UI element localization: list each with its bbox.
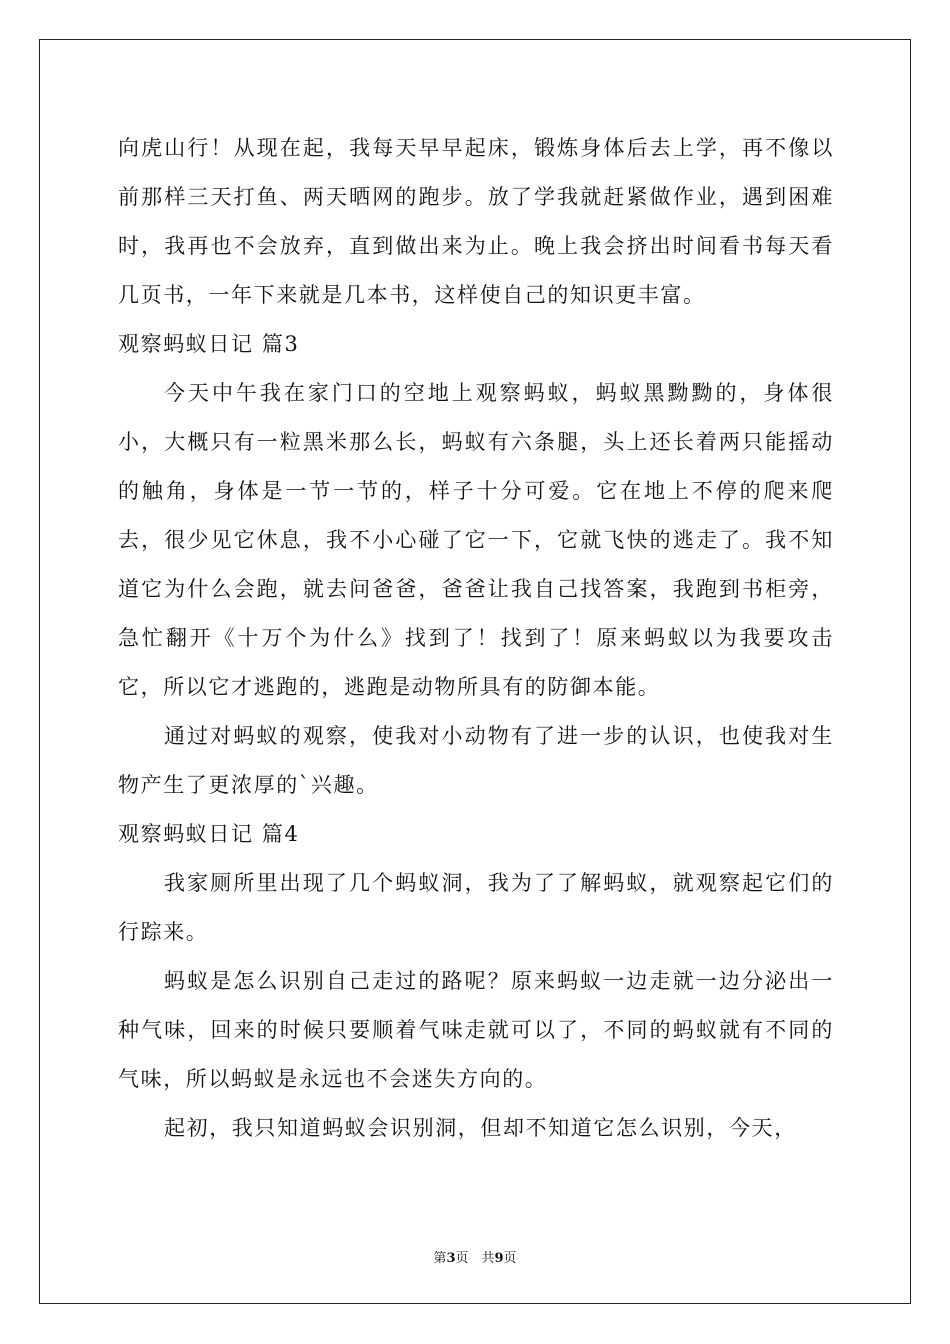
footer-suffix: 页 (503, 1251, 517, 1266)
paragraph: 向虎山行！从现在起，我每天早早起床，锻炼身体后去上学，再不像以前那样三天打鱼、两天晒网的跑步。放了学我就赶紧做作业，遇到困难时，我再也不会放弃，直到做出来为止。晚上我会挤出时间看书每天看几页书，一年下来就是几本书，这样使自己的知识更丰富。 (118, 136, 834, 307)
footer-mid: 页 共 (455, 1251, 495, 1266)
page-total: 9 (494, 1251, 504, 1266)
paragraph: 通过对蚂蚁的观察，使我对小动物有了进一步的认识，也使我对生物产生了更浓厚的`兴趣。 (118, 724, 834, 797)
paragraph: 起初，我只知道蚂蚁会识别洞，但却不知道它怎么识别，今天， (164, 1116, 797, 1140)
document-body (118, 124, 834, 1153)
section-heading: 观察蚂蚁日记 篇4 (118, 822, 300, 846)
footer-prefix: 第 (433, 1251, 447, 1266)
paragraph: 我家厕所里出现了几个蚂蚁洞，我为了了解蚂蚁，就观察起它们的行踪来。 (118, 871, 834, 944)
section-heading: 观察蚂蚁日记 篇3 (118, 332, 300, 356)
paragraph: 今天中午我在家门口的空地上观察蚂蚁，蚂蚁黑黝黝的，身体很小，大概只有一粒黑米那么长，蚂蚁有六条腿，头上还长着两只能摇动的触角，身体是一节一节的，样子十分可爱。它在地上不停的爬来爬去，很少见它休息，我不小心碰了它一下，它就飞快的逃走了。我不知道它为什么会跑，就去问爸爸，爸爸让我自己找答案，我跑到书柜旁，急忙翻开《十万个为什么》找到了！找到了！原来蚂蚁以为我要攻击它，所以它才逃跑的，逃跑是动物所具有的防御本能。 (118, 381, 834, 699)
paragraph: 蚂蚁是怎么识别自己走过的路呢？原来蚂蚁一边走就一边分泌出一种气味，回来的时候只要顺着气味走就可以了，不同的蚂蚁就有不同的气味，所以蚂蚁是永远也不会迷失方向的。 (118, 969, 834, 1091)
page-footer (0, 1247, 950, 1266)
page-number: 3 (446, 1251, 456, 1266)
